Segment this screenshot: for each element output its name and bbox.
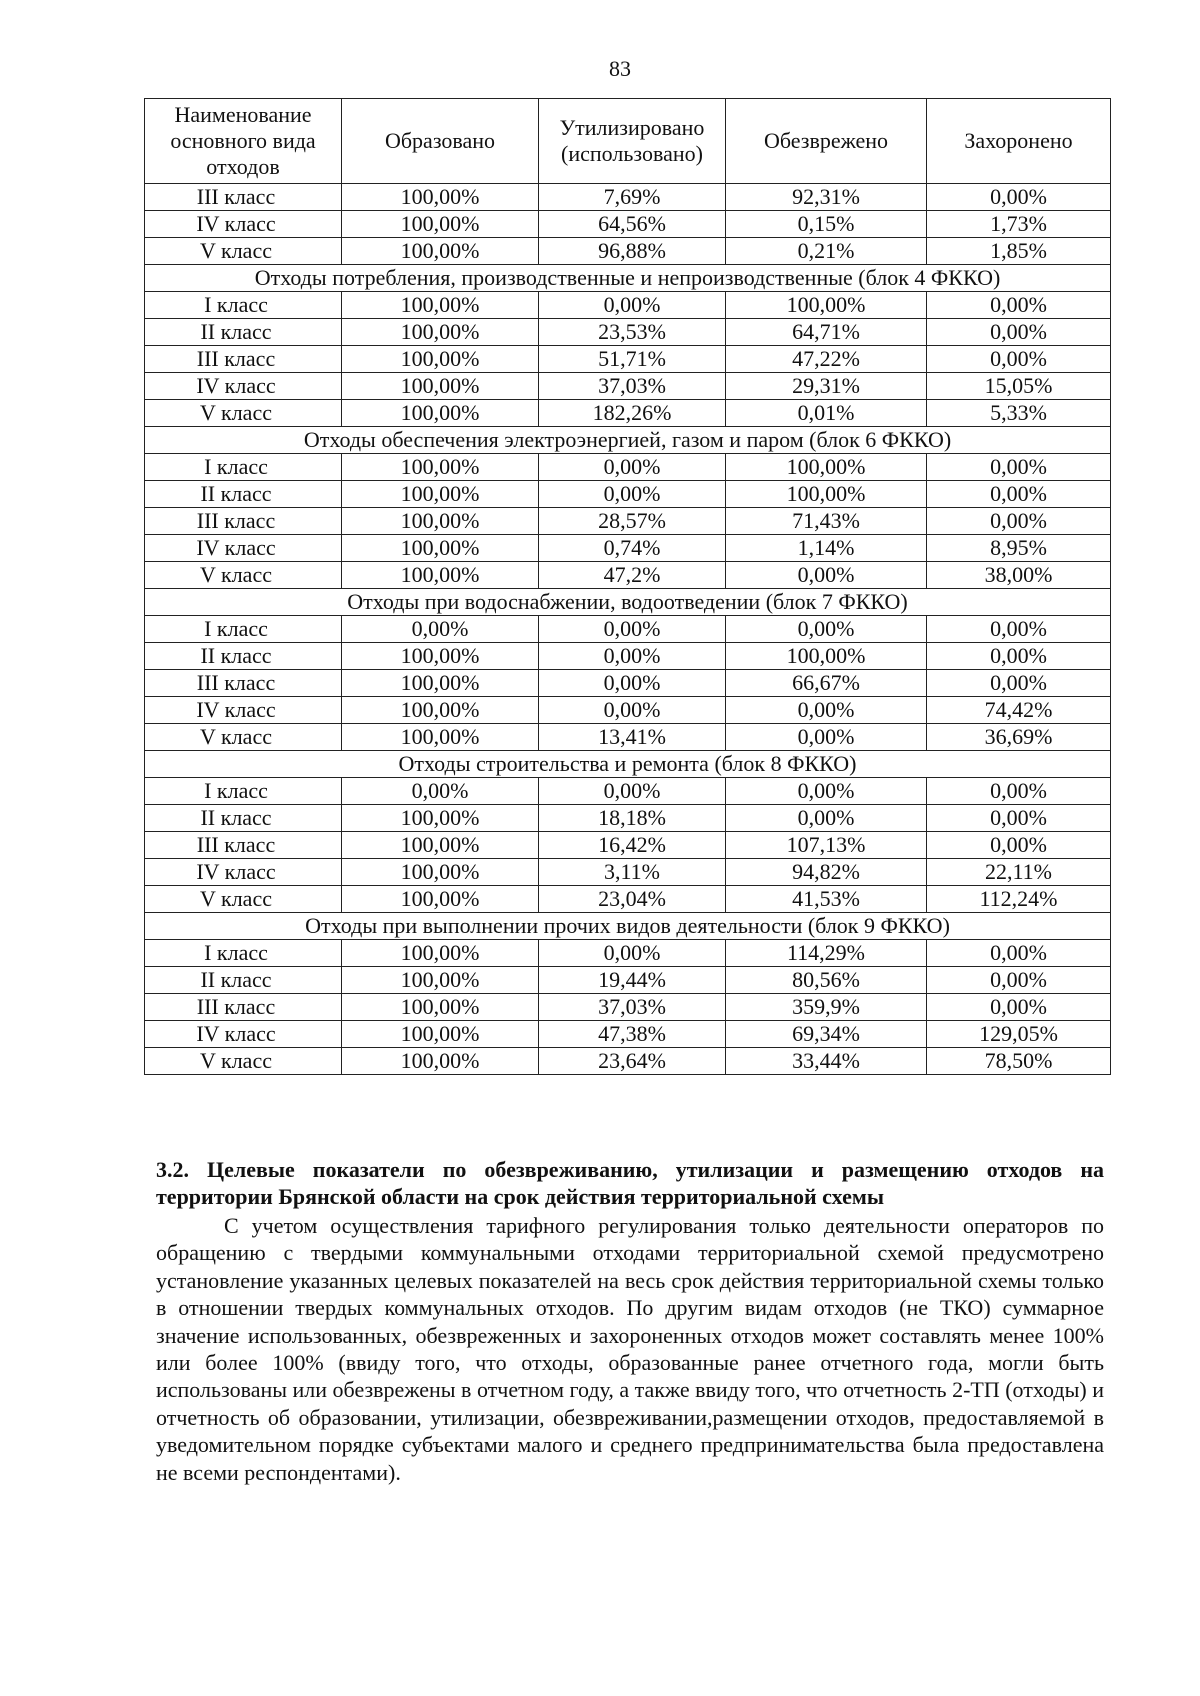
cell-generated: 100,00% (342, 292, 539, 319)
table-row (145, 562, 1111, 589)
cell-generated: 100,00% (342, 454, 539, 481)
table-row (145, 616, 1111, 643)
cell-buried: 0,00% (927, 940, 1111, 967)
section-title: Отходы потребления, производственные и непроизводственные (блок 4 ФККО) (145, 265, 1111, 292)
section-title-row (145, 265, 1111, 292)
table-body (145, 184, 1111, 1075)
table-row (145, 805, 1111, 832)
cell-buried: 0,00% (927, 805, 1111, 832)
cell-generated: 100,00% (342, 508, 539, 535)
cell-buried: 129,05% (927, 1021, 1111, 1048)
cell-generated: 100,00% (342, 859, 539, 886)
cell-neutralized: 66,67% (726, 670, 927, 697)
cell-utilized: 28,57% (539, 508, 726, 535)
cell-utilized: 47,38% (539, 1021, 726, 1048)
cell-neutralized: 100,00% (726, 292, 927, 319)
cell-buried: 0,00% (927, 670, 1111, 697)
cell-generated: 100,00% (342, 805, 539, 832)
cell-class: III класс (145, 508, 342, 535)
cell-neutralized: 69,34% (726, 1021, 927, 1048)
cell-class: V класс (145, 724, 342, 751)
table-row (145, 238, 1111, 265)
section-3-2 (156, 1156, 1104, 1486)
cell-generated: 100,00% (342, 562, 539, 589)
cell-buried: 74,42% (927, 697, 1111, 724)
cell-neutralized: 100,00% (726, 481, 927, 508)
page-number: 83 (609, 56, 631, 81)
cell-utilized: 64,56% (539, 211, 726, 238)
cell-neutralized: 0,00% (726, 805, 927, 832)
cell-class: IV класс (145, 859, 342, 886)
section-title: Отходы при выполнении прочих видов деятельности (блок 9 ФККО) (145, 913, 1111, 940)
cell-generated: 100,00% (342, 994, 539, 1021)
cell-utilized: 51,71% (539, 346, 726, 373)
table-row (145, 859, 1111, 886)
header-utilized: Утилизировано (использовано) (539, 99, 726, 184)
cell-utilized: 0,00% (539, 778, 726, 805)
cell-generated: 100,00% (342, 1021, 539, 1048)
header-waste-type: Наименование основного вида отходов (145, 99, 342, 184)
cell-utilized: 96,88% (539, 238, 726, 265)
cell-generated: 100,00% (342, 346, 539, 373)
table-row (145, 967, 1111, 994)
section-heading: 3.2. Целевые показатели по обезвреживанию, утилизации и размещению отходов на территории Брянской области на срок действия территориальной схемы (156, 1157, 1104, 1209)
cell-neutralized: 0,00% (726, 778, 927, 805)
cell-neutralized: 64,71% (726, 319, 927, 346)
cell-class: IV класс (145, 697, 342, 724)
cell-class: III класс (145, 346, 342, 373)
cell-buried: 0,00% (927, 292, 1111, 319)
cell-buried: 78,50% (927, 1048, 1111, 1075)
cell-neutralized: 100,00% (726, 454, 927, 481)
cell-neutralized: 0,00% (726, 697, 927, 724)
table-row (145, 1021, 1111, 1048)
cell-utilized: 47,2% (539, 562, 726, 589)
cell-utilized: 3,11% (539, 859, 726, 886)
cell-neutralized: 0,01% (726, 400, 927, 427)
cell-generated: 100,00% (342, 481, 539, 508)
cell-class: III класс (145, 832, 342, 859)
cell-utilized: 23,04% (539, 886, 726, 913)
table-row (145, 724, 1111, 751)
cell-buried: 0,00% (927, 454, 1111, 481)
cell-class: II класс (145, 805, 342, 832)
cell-generated: 100,00% (342, 724, 539, 751)
cell-neutralized: 94,82% (726, 859, 927, 886)
cell-class: I класс (145, 616, 342, 643)
cell-buried: 1,85% (927, 238, 1111, 265)
cell-generated: 100,00% (342, 886, 539, 913)
cell-utilized: 0,00% (539, 481, 726, 508)
table-row (145, 643, 1111, 670)
cell-generated: 100,00% (342, 967, 539, 994)
table-row (145, 778, 1111, 805)
cell-utilized: 0,74% (539, 535, 726, 562)
cell-class: IV класс (145, 1021, 342, 1048)
header-generated: Образовано (342, 99, 539, 184)
cell-utilized: 0,00% (539, 292, 726, 319)
table-row (145, 184, 1111, 211)
cell-buried: 8,95% (927, 535, 1111, 562)
cell-buried: 0,00% (927, 184, 1111, 211)
cell-generated: 100,00% (342, 670, 539, 697)
cell-utilized: 182,26% (539, 400, 726, 427)
cell-buried: 0,00% (927, 643, 1111, 670)
cell-class: II класс (145, 319, 342, 346)
cell-class: I класс (145, 940, 342, 967)
table-header-row (145, 99, 1111, 184)
cell-neutralized: 0,00% (726, 616, 927, 643)
cell-generated: 100,00% (342, 940, 539, 967)
table-row (145, 211, 1111, 238)
cell-class: V класс (145, 886, 342, 913)
section-paragraph: С учетом осуществления тарифного регулирования только деятельности операторов по обращению с твердыми коммунальными отходами территориальной схемой предусмотрено установление указанных целевых показателей на весь срок действия территориальной схемы только в отношении твердых коммунальных отходов. По другим видам отходов (не ТКО) суммарное значение использованных, обезвреженных и захороненных отходов может составлять менее 100% или более 100% (ввиду того, что отходы, образованные ранее отчетного года, могли быть использованы или обезврежены в отчетном году, а также ввиду того, что отчетность 2-ТП (отходы) и отчетность об образовании, утилизации, обезвреживании,размещении отходов, предоставляемой в уведомительном порядке субъектами малого и среднего предпринимательства была предоставлена не всеми респондентами). (156, 1213, 1104, 1485)
cell-neutralized: 80,56% (726, 967, 927, 994)
cell-buried: 38,00% (927, 562, 1111, 589)
cell-utilized: 23,64% (539, 1048, 726, 1075)
cell-class: I класс (145, 292, 342, 319)
cell-buried: 1,73% (927, 211, 1111, 238)
cell-buried: 0,00% (927, 481, 1111, 508)
cell-utilized: 0,00% (539, 697, 726, 724)
header-neutralized: Обезврежено (726, 99, 927, 184)
cell-neutralized: 107,13% (726, 832, 927, 859)
table-row (145, 400, 1111, 427)
cell-generated: 100,00% (342, 238, 539, 265)
cell-generated: 100,00% (342, 697, 539, 724)
table-row (145, 454, 1111, 481)
section-title: Отходы обеспечения электроэнергией, газом и паром (блок 6 ФККО) (145, 427, 1111, 454)
cell-buried: 112,24% (927, 886, 1111, 913)
cell-neutralized: 71,43% (726, 508, 927, 535)
cell-buried: 0,00% (927, 319, 1111, 346)
cell-neutralized: 29,31% (726, 373, 927, 400)
cell-generated: 0,00% (342, 778, 539, 805)
table-row (145, 886, 1111, 913)
cell-class: III класс (145, 994, 342, 1021)
header-buried: Захоронено (927, 99, 1111, 184)
table-row (145, 292, 1111, 319)
cell-class: IV класс (145, 373, 342, 400)
table-row (145, 832, 1111, 859)
table-row (145, 319, 1111, 346)
cell-buried: 0,00% (927, 994, 1111, 1021)
cell-class: III класс (145, 670, 342, 697)
cell-generated: 100,00% (342, 643, 539, 670)
table-row (145, 481, 1111, 508)
table-row (145, 508, 1111, 535)
cell-neutralized: 0,15% (726, 211, 927, 238)
section-title: Отходы строительства и ремонта (блок 8 ФККО) (145, 751, 1111, 778)
cell-neutralized: 114,29% (726, 940, 927, 967)
cell-class: I класс (145, 454, 342, 481)
cell-buried: 36,69% (927, 724, 1111, 751)
cell-buried: 0,00% (927, 832, 1111, 859)
cell-buried: 0,00% (927, 616, 1111, 643)
cell-neutralized: 1,14% (726, 535, 927, 562)
cell-generated: 100,00% (342, 319, 539, 346)
cell-generated: 100,00% (342, 184, 539, 211)
cell-utilized: 13,41% (539, 724, 726, 751)
cell-generated: 100,00% (342, 211, 539, 238)
cell-utilized: 19,44% (539, 967, 726, 994)
cell-neutralized: 33,44% (726, 1048, 927, 1075)
cell-generated: 100,00% (342, 535, 539, 562)
cell-class: V класс (145, 400, 342, 427)
cell-generated: 100,00% (342, 400, 539, 427)
cell-utilized: 16,42% (539, 832, 726, 859)
cell-buried: 15,05% (927, 373, 1111, 400)
cell-class: V класс (145, 238, 342, 265)
cell-utilized: 0,00% (539, 940, 726, 967)
cell-utilized: 7,69% (539, 184, 726, 211)
cell-neutralized: 0,21% (726, 238, 927, 265)
table-row (145, 346, 1111, 373)
table-row (145, 535, 1111, 562)
cell-neutralized: 92,31% (726, 184, 927, 211)
table-row (145, 994, 1111, 1021)
table-row (145, 1048, 1111, 1075)
cell-utilized: 0,00% (539, 454, 726, 481)
cell-neutralized: 359,9% (726, 994, 927, 1021)
cell-neutralized: 100,00% (726, 643, 927, 670)
section-title: Отходы при водоснабжении, водоотведении (блок 7 ФККО) (145, 589, 1111, 616)
cell-utilized: 18,18% (539, 805, 726, 832)
section-title-row (145, 913, 1111, 940)
waste-statistics-table (144, 98, 1111, 1075)
cell-class: IV класс (145, 211, 342, 238)
cell-buried: 5,33% (927, 400, 1111, 427)
cell-generated: 100,00% (342, 1048, 539, 1075)
cell-generated: 100,00% (342, 832, 539, 859)
cell-buried: 0,00% (927, 508, 1111, 535)
cell-utilized: 0,00% (539, 670, 726, 697)
cell-utilized: 37,03% (539, 994, 726, 1021)
section-title-row (145, 589, 1111, 616)
table-row (145, 940, 1111, 967)
cell-class: II класс (145, 643, 342, 670)
cell-utilized: 23,53% (539, 319, 726, 346)
cell-buried: 0,00% (927, 967, 1111, 994)
cell-buried: 0,00% (927, 778, 1111, 805)
cell-utilized: 0,00% (539, 643, 726, 670)
table-row (145, 697, 1111, 724)
cell-utilized: 37,03% (539, 373, 726, 400)
cell-neutralized: 0,00% (726, 724, 927, 751)
cell-generated: 0,00% (342, 616, 539, 643)
cell-class: I класс (145, 778, 342, 805)
section-title-row (145, 751, 1111, 778)
table-row (145, 373, 1111, 400)
section-title-row (145, 427, 1111, 454)
cell-class: V класс (145, 1048, 342, 1075)
cell-utilized: 0,00% (539, 616, 726, 643)
cell-class: III класс (145, 184, 342, 211)
cell-generated: 100,00% (342, 373, 539, 400)
cell-buried: 22,11% (927, 859, 1111, 886)
cell-class: II класс (145, 481, 342, 508)
cell-class: V класс (145, 562, 342, 589)
cell-buried: 0,00% (927, 346, 1111, 373)
cell-class: IV класс (145, 535, 342, 562)
cell-neutralized: 47,22% (726, 346, 927, 373)
table-row (145, 670, 1111, 697)
cell-class: II класс (145, 967, 342, 994)
cell-neutralized: 0,00% (726, 562, 927, 589)
cell-neutralized: 41,53% (726, 886, 927, 913)
